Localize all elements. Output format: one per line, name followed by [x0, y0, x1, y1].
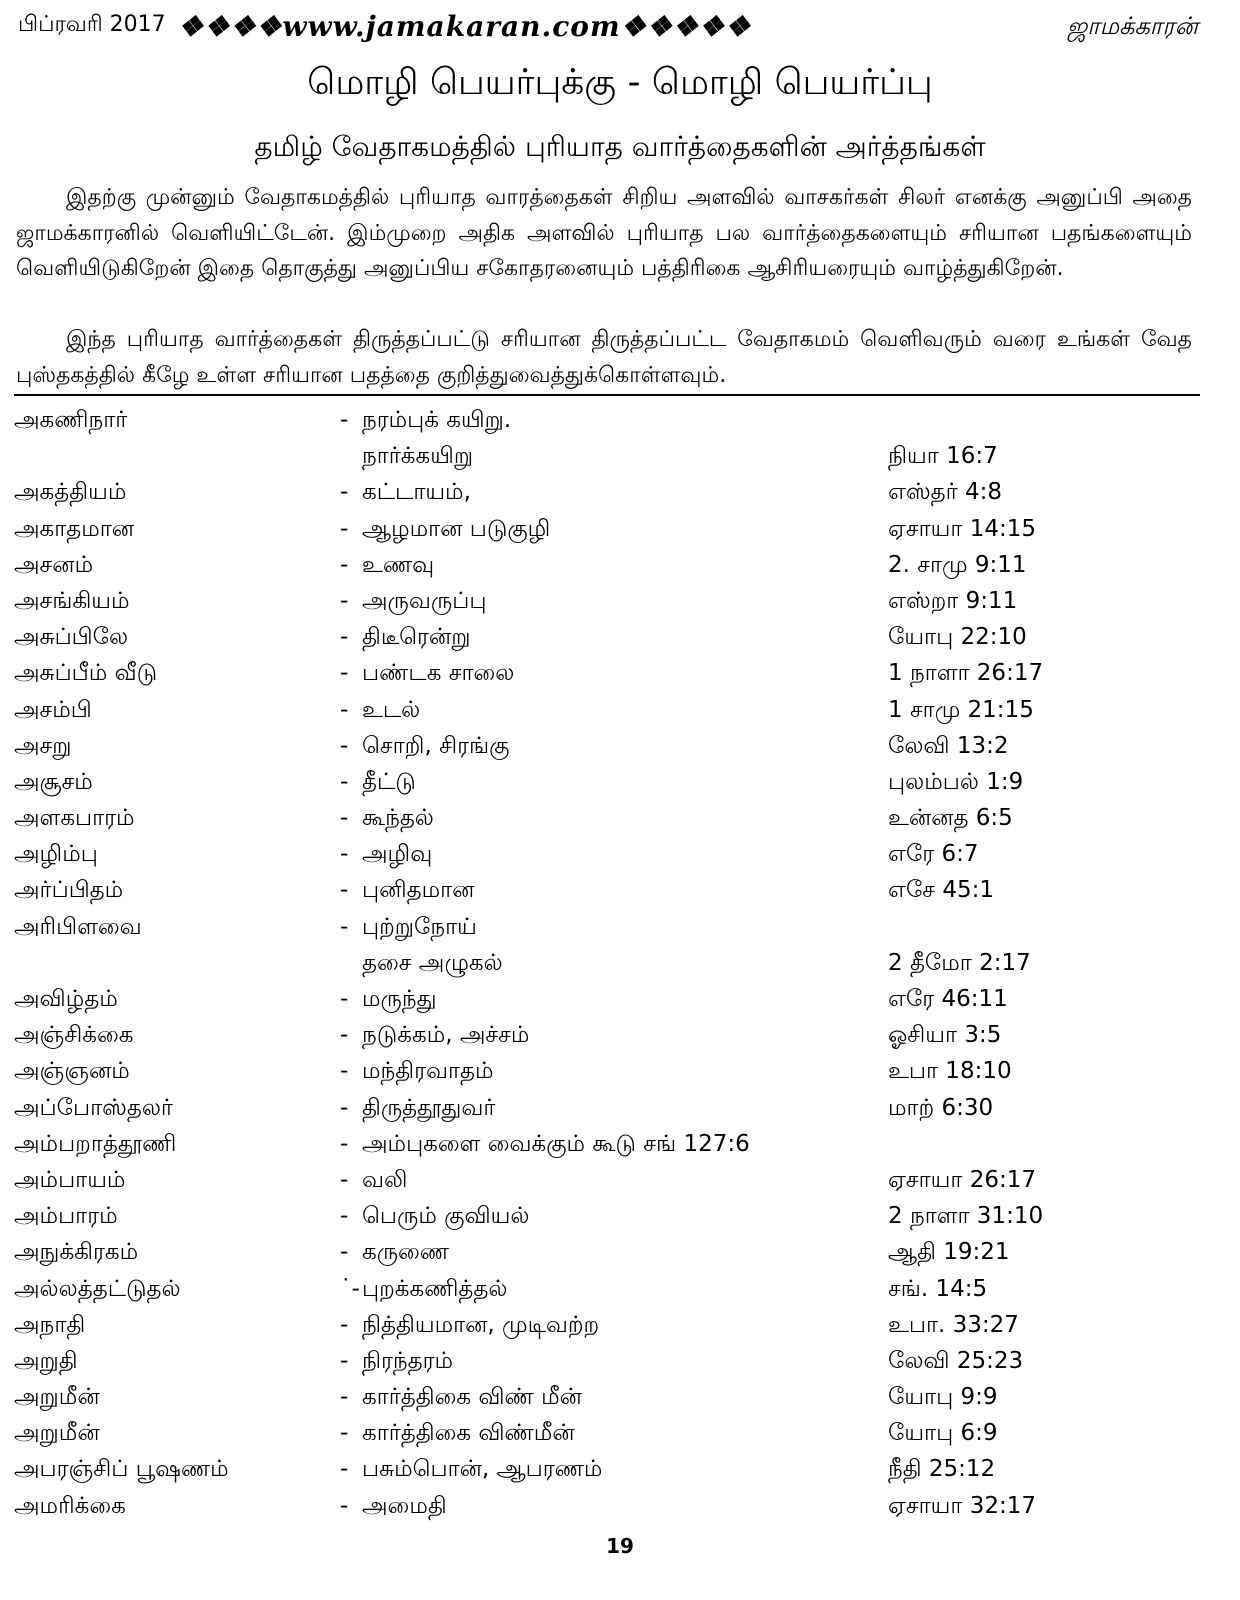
glossary-row [0, 1379, 1240, 1415]
magazine-name: ஜாமக்காரன் [1067, 12, 1198, 40]
glossary-row [0, 583, 1240, 619]
glossary-reference: ஏசாயா 26:17 [888, 1166, 1036, 1193]
glossary-row [0, 619, 1240, 655]
page-number: 19 [606, 1534, 634, 1558]
glossary-reference: உன்னத 6:5 [888, 805, 1013, 832]
glossary-word: அசனம் [14, 551, 94, 578]
glossary-meaning: வலி [362, 1166, 408, 1193]
glossary-dash: - [340, 732, 349, 759]
glossary-dash: - [340, 1456, 349, 1483]
glossary-row [0, 1162, 1240, 1198]
glossary-row [0, 402, 1240, 438]
note-paragraph: இந்த புரியாத வார்த்தைகள் திருத்தப்பட்டு சரியான திருத்தப்பட்ட வேதாகமம் வெளிவரும் வரை உங்கள் வேத புஸ்தகத்தில் கீழே உள்ள சரியான பதத்தை குறித்துவைத்துக்கொள்ளவும். [16, 327, 1192, 388]
glossary-meaning: நரம்புக் கயிறு. [362, 407, 512, 433]
glossary-reference: நியா 16:7 [888, 443, 998, 470]
glossary-reference: லேவி 25:23 [888, 1347, 1024, 1374]
glossary-meaning: திடீரென்று [362, 624, 471, 651]
glossary-word: அப்போஸ்தலர் [14, 1094, 173, 1121]
glossary-meaning: அருவருப்பு [362, 587, 487, 614]
glossary-meaning: தசை அழுகல் [362, 949, 503, 976]
glossary-meaning: ஆழமான படுகுழி [362, 515, 551, 542]
glossary-row [0, 728, 1240, 764]
glossary-word: அம்பாரம் [14, 1203, 118, 1230]
glossary-meaning: உடல் [362, 696, 421, 723]
glossary-reference: 1 சாமு 21:15 [888, 696, 1034, 723]
glossary-dash: - [340, 877, 349, 904]
glossary-word: அளகபாரம் [14, 805, 135, 832]
glossary-reference: 2 தீமோ 2:17 [888, 949, 1031, 976]
glossary-dash: - [340, 1166, 349, 1193]
glossary-word: அஞ்ஞனம் [14, 1058, 130, 1085]
glossary-word: அசுப்பீம் வீடு [14, 660, 158, 687]
glossary-dash: - [340, 1094, 349, 1121]
glossary-meaning: கட்டாயம், [362, 479, 471, 506]
glossary-dash: - [340, 407, 349, 433]
glossary-reference: யோபு 22:10 [888, 624, 1027, 651]
glossary-word: அசுப்பிலே [14, 624, 129, 651]
glossary-word: அசம்பி [14, 696, 92, 723]
divider [14, 394, 1200, 396]
glossary-reference: 1 நாளா 26:17 [888, 660, 1044, 687]
glossary-meaning: புறக்கணித்தல் [362, 1275, 508, 1302]
glossary-meaning: மருந்து [362, 986, 437, 1012]
glossary-reference: ஏசாயா 32:17 [888, 1492, 1036, 1519]
glossary-meaning: கூந்தல் [362, 805, 434, 832]
glossary-word: அல்லத்தட்டுதல் [14, 1275, 181, 1302]
glossary-reference: உபா 18:10 [888, 1058, 1012, 1085]
intro-paragraph: இதற்கு முன்னும் வேதாகமத்தில் புரியாத வாரத்தைகள் சிறிய அளவில் வாசகர்கள் சிலர் எனக்கு அனுப்பி அதை ஜாமக்காரனில் வெளியிட்டேன். இம்முறை அதிக அளவில் புரியாத பல வார்த்தைகளையும் சரியான பதங்களையும் வெளியிடுகிறேன் இதை தொகுத்து அனுப்பிய சகோதரனையும் பத்திரிகை ஆசிரியரையும் வாழ்த்துகிறேன். [16, 185, 1192, 281]
glossary-meaning: பசும்பொன், ஆபரணம் [362, 1456, 603, 1483]
glossary-dash: - [340, 986, 349, 1012]
glossary-word: அமரிக்கை [14, 1492, 126, 1519]
glossary-reference: எஸ்றா 9:11 [888, 587, 1018, 614]
glossary-dash: - [340, 1130, 349, 1157]
glossary-reference: எரே 46:11 [888, 986, 1008, 1012]
glossary-meaning: மந்திரவாதம் [362, 1058, 494, 1085]
glossary-dash: - [340, 1420, 349, 1447]
website-banner: ❖❖❖❖www.jamakaran.com❖❖❖❖❖ [178, 10, 752, 43]
glossary-meaning: உணவு [362, 551, 435, 578]
glossary-word: அஞ்சிக்கை [14, 1022, 134, 1049]
glossary-meaning: நடுக்கம், அச்சம் [362, 1022, 530, 1049]
glossary-row [0, 872, 1240, 908]
glossary-meaning: புற்றுநோய் [362, 913, 477, 940]
glossary-word: அசங்கியம் [14, 587, 130, 614]
glossary-word: அவிழ்தம் [14, 986, 118, 1012]
glossary-row [0, 836, 1240, 872]
glossary-dash: - [340, 696, 349, 723]
glossary-reference: ஆதி 19:21 [888, 1239, 1010, 1266]
glossary-row [0, 474, 1240, 510]
glossary-reference: 2. சாமு 9:11 [888, 551, 1027, 578]
glossary-row [0, 1415, 1240, 1451]
glossary-meaning: நிரந்தரம் [362, 1347, 454, 1374]
glossary-meaning: அம்புகளை வைக்கும் கூடு சங் 127:6 [362, 1130, 750, 1157]
issue-date: பிப்ரவரி 2017 [18, 12, 166, 37]
glossary-meaning: அழிவு [362, 841, 433, 868]
glossary-reference: நீதி 25:12 [888, 1456, 996, 1483]
glossary-row [0, 1017, 1240, 1053]
glossary-dash: - [340, 624, 349, 651]
glossary-meaning: கருணை [362, 1239, 450, 1266]
glossary-meaning: நித்தியமான, முடிவற்ற [362, 1311, 600, 1338]
glossary-dash: ˙- [340, 1275, 360, 1302]
glossary-row [0, 1451, 1240, 1487]
glossary-reference: எரே 6:7 [888, 841, 979, 868]
glossary-dash: - [340, 1492, 349, 1519]
glossary-row [0, 800, 1240, 836]
glossary-dash: - [340, 660, 349, 687]
glossary-word: அநாதி [14, 1311, 86, 1338]
glossary-word: அகணிநார் [14, 407, 128, 433]
glossary-meaning: நார்க்கயிறு [362, 443, 474, 470]
glossary-reference: ஏசாயா 14:15 [888, 515, 1036, 542]
glossary-meaning: கார்த்திகை விண் மீன் [362, 1384, 582, 1411]
glossary-word: அசூசம் [14, 768, 93, 795]
glossary-meaning: சொறி, சிரங்கு [362, 732, 510, 759]
glossary-reference: எசே 45:1 [888, 877, 994, 904]
glossary-reference: லேவி 13:2 [888, 732, 1009, 759]
glossary-meaning: திருத்தூதுவர் [362, 1094, 496, 1121]
glossary-row [0, 692, 1240, 728]
glossary-word: அழிம்பு [14, 841, 98, 868]
glossary-meaning: தீட்டு [362, 768, 416, 795]
glossary-row [0, 547, 1240, 583]
glossary-meaning: பெரும் குவியல் [362, 1203, 530, 1230]
glossary-word: அகாதமான [14, 515, 135, 542]
glossary-dash: - [340, 479, 349, 506]
glossary-word: அறுதி [14, 1347, 78, 1374]
glossary-reference: யோபு 6:9 [888, 1420, 998, 1447]
article-title: மொழி பெயர்புக்கு - மொழி பெயர்ப்பு [307, 62, 933, 103]
glossary-reference: எஸ்தர் 4:8 [888, 479, 1002, 506]
article-subtitle: தமிழ் வேதாகமத்தில் புரியாத வார்த்தைகளின் அர்த்தங்கள் [254, 130, 986, 163]
glossary-word: அரிபிளவை [14, 913, 142, 940]
glossary-dash: - [340, 587, 349, 614]
glossary-row [0, 1488, 1240, 1524]
glossary-row [0, 909, 1240, 945]
glossary-dash: - [340, 1311, 349, 1338]
glossary-word: அறுமீன் [14, 1420, 100, 1447]
glossary-dash: - [340, 805, 349, 832]
glossary-dash: - [340, 768, 349, 795]
glossary-dash: - [340, 1058, 349, 1085]
glossary-list [0, 402, 1240, 1524]
glossary-word: அசறு [14, 732, 72, 759]
glossary-reference: ஓசியா 3:5 [888, 1022, 1002, 1049]
glossary-row [0, 981, 1240, 1017]
glossary-row [0, 945, 1240, 981]
glossary-row [0, 511, 1240, 547]
glossary-row [0, 655, 1240, 691]
glossary-word: அம்பறாத்தூணி [14, 1130, 177, 1157]
glossary-dash: - [340, 515, 349, 542]
glossary-row [0, 1198, 1240, 1234]
glossary-row [0, 1234, 1240, 1270]
glossary-word: அகத்தியம் [14, 479, 127, 506]
glossary-word: அர்ப்பிதம் [14, 877, 124, 904]
glossary-meaning: பண்டக சாலை [362, 660, 515, 687]
glossary-dash: - [340, 551, 349, 578]
glossary-dash: - [340, 1347, 349, 1374]
glossary-meaning: கார்த்திகை விண்மீன் [362, 1420, 575, 1447]
glossary-dash: - [340, 1384, 349, 1411]
glossary-row [0, 1126, 1240, 1162]
glossary-word: அம்பாயம் [14, 1166, 126, 1193]
glossary-reference: சங். 14:5 [888, 1275, 988, 1302]
glossary-dash: - [340, 1022, 349, 1049]
glossary-row [0, 1307, 1240, 1343]
glossary-word: அபரஞ்சிப் பூஷணம் [14, 1456, 229, 1483]
glossary-dash: - [340, 1239, 349, 1266]
page-header [18, 10, 1198, 46]
glossary-reference: புலம்பல் 1:9 [888, 768, 1024, 795]
glossary-row [0, 1053, 1240, 1089]
glossary-meaning: அமைதி [362, 1492, 447, 1519]
glossary-row [0, 1271, 1240, 1307]
glossary-word: அநுக்கிரகம் [14, 1239, 139, 1266]
glossary-reference: 2 நாளா 31:10 [888, 1203, 1044, 1230]
glossary-row [0, 1090, 1240, 1126]
glossary-meaning: புனிதமான [362, 877, 475, 904]
glossary-row [0, 1343, 1240, 1379]
glossary-row [0, 764, 1240, 800]
glossary-dash: - [340, 913, 349, 940]
glossary-row [0, 438, 1240, 474]
glossary-reference: மாற் 6:30 [888, 1094, 994, 1121]
glossary-word: அறுமீன் [14, 1384, 100, 1411]
glossary-dash: - [340, 1203, 349, 1230]
glossary-reference: உபா. 33:27 [888, 1311, 1019, 1338]
glossary-dash: - [340, 841, 349, 868]
glossary-reference: யோபு 9:9 [888, 1384, 998, 1411]
